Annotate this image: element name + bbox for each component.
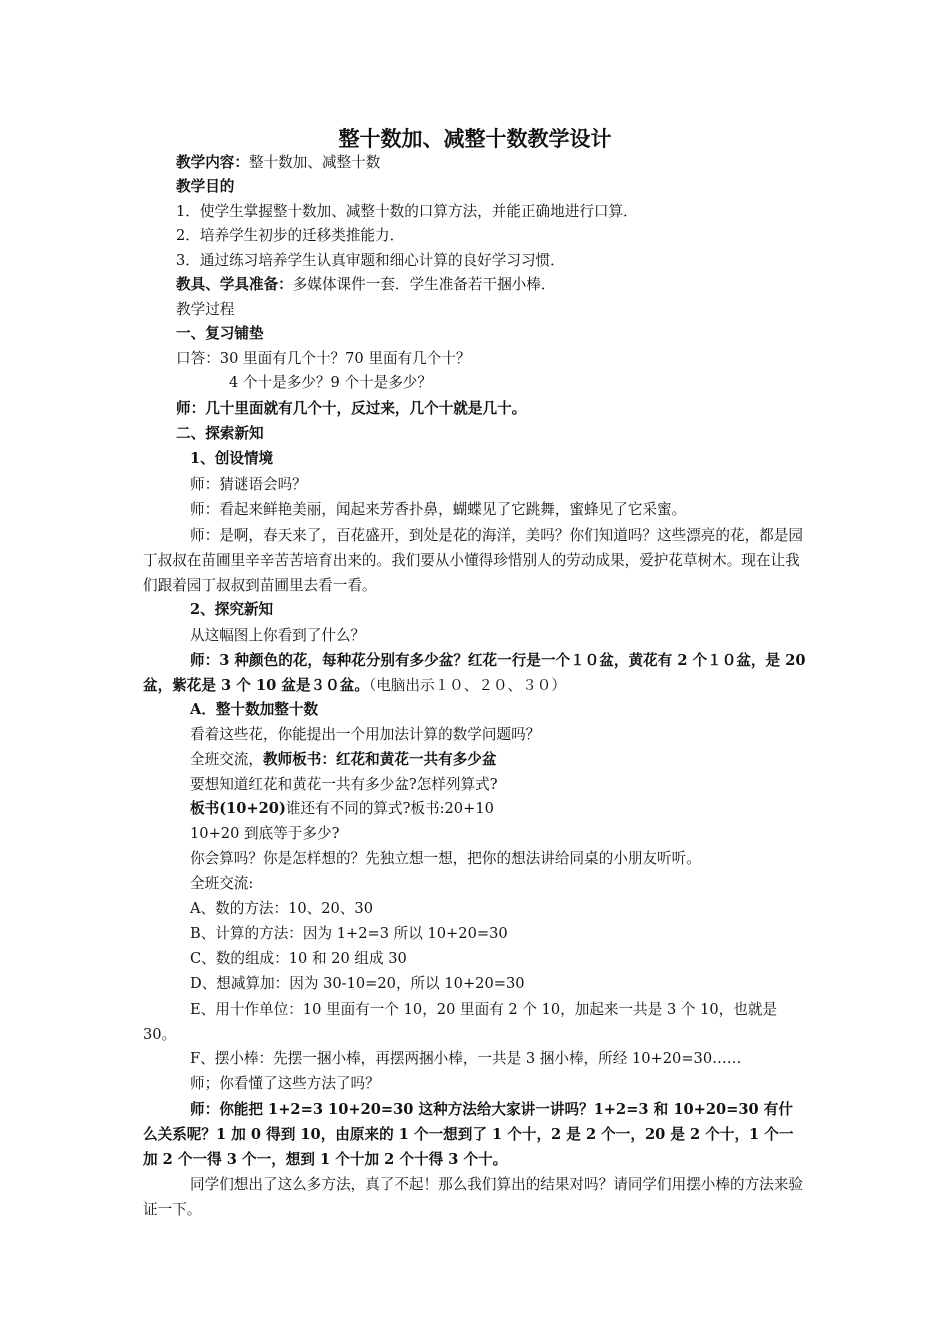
question-picture: 从这幅图上你看到了什么？	[190, 627, 366, 644]
board-line	[190, 797, 494, 821]
method-f: F、摆小棒：先摆一捆小棒，再摆两捆小棒，一共是 3 捆小棒，所经 10+20=30……	[190, 1050, 742, 1067]
process-heading: 教学过程	[176, 301, 235, 318]
question-equal: 10+20 到底等于多少?	[190, 825, 340, 842]
oral-question-2: 4 个十是多少？9 个十是多少？	[229, 374, 432, 391]
teacher-colors-paragraph	[143, 648, 807, 698]
teacher-understand: 师；你看懂了这些方法了吗？	[190, 1075, 380, 1092]
board-plain: 谁还有不同的算式?板书:20+10	[285, 800, 494, 817]
oral-question-1: 口答：30 里面有几个十？70 里面有几个十？	[176, 350, 471, 367]
exchange-plain: 全班交流，	[190, 751, 263, 768]
part-a-heading: A．整十数加整十数	[190, 701, 319, 718]
goal-item: 1．使学生掌握整十数加、减整十数的口算方法，并能正确地进行口算．	[176, 203, 638, 220]
class-exchange-line	[190, 748, 497, 772]
explore-heading: 二、探索新知	[176, 425, 264, 442]
content-value: 整十数加、减整十数	[248, 154, 381, 171]
goal-item: 3．通过练习培养学生认真审题和细心计算的良好学习习惯．	[176, 252, 565, 269]
exchange-bold: 教师板书：红花和黄花一共有多少盆	[262, 751, 497, 768]
question-how: 你会算吗？你是怎样想的？先独立想一想，把你的想法讲给同桌的小朋友听听。	[190, 850, 701, 867]
method-item: B、计算的方法：因为 1+2=3 所以 10+20=30	[190, 925, 508, 942]
tools-label: 教具、学具准备：	[176, 276, 293, 293]
board-bold: 板书(10+20)	[190, 800, 286, 817]
teaching-content-line	[176, 151, 380, 175]
method-item: A、数的方法：10、20、30	[190, 900, 373, 917]
teacher-summary: 师：几十里面就有几个十，反过来，几个十就是几十。	[176, 400, 527, 417]
method-item: C、数的组成：10 和 20 组成 30	[190, 950, 407, 967]
tools-value: 多媒体课件一套．学生准备若干捆小棒．	[292, 276, 556, 293]
teacher-flower: 师：看起来鲜艳美丽，闻起来芳香扑鼻，蝴蝶见了它跳舞，蜜蜂见了它采蜜。	[190, 501, 687, 518]
tools-line	[176, 273, 555, 297]
sub-heading-explore: 2、探究新知	[190, 601, 274, 618]
page-title: 整十数加、减整十数教学设计	[338, 127, 612, 151]
teacher-colors-bold: 师：3 种颜色的花，每种花分别有多少盆？红花一行是一个１０盆，黄花有 2 个１０盆，是 20 盆，紫花是 3 个 10 盆是３０盆。	[143, 652, 806, 694]
teacher-colors-plain: （电脑出示１０、２０、３０）	[368, 677, 566, 694]
question-addition: 看着这些花，你能提出一个用加法计算的数学问题吗？	[190, 726, 541, 743]
goals-heading: 教学目的	[176, 178, 235, 195]
teacher-verify-paragraph: 同学们想出了这么多方法，真了不起！那么我们算出的结果对吗？请同学们用摆小棒的方法来验证一下。	[143, 1176, 803, 1218]
method-e-paragraph: E、用十作单位：10 里面有一个 10，20 里面有 2 个 10，加起来一共是 3 个 10，也就是 30。	[143, 1001, 778, 1043]
review-heading: 一、复习铺垫	[176, 325, 264, 342]
question-formula: 要想知道红花和黄花一共有多少盆?怎样列算式?	[190, 776, 498, 793]
method-item: D、想减算加：因为 30-10=20，所以 10+20=30	[190, 975, 525, 992]
content-label: 教学内容：	[176, 154, 249, 171]
teacher-explain-paragraph: 师：你能把 1+2=3 10+20=30 这种方法给大家讲一讲吗？1+2=3 和 10+20=30 有什么关系呢？1 加 0 得到 10，由原来的 1 个一想到了 1 个十，2 是 2 个一，20 是 2 个十，1 个一加 2 个一得 3 个一，想到 1 个十加 2 个十得 3 个十。	[143, 1101, 794, 1168]
sub-heading-scenario: 1、创设情境	[190, 450, 274, 467]
goal-item: 2．培养学生初步的迁移类推能力．	[176, 227, 405, 244]
teacher-riddle: 师：猜谜语会吗？	[190, 476, 307, 493]
teacher-spring-paragraph: 师：是啊，春天来了，百花盛开，到处是花的海洋，美吗？你们知道吗？这些漂亮的花，都是园丁叔叔在苗圃里辛辛苦苦培育出来的。我们要从小懂得珍惜别人的劳动成果，爱护花草树木。现在让我们跟着园丁叔叔到苗圃里去看一看。	[143, 527, 803, 594]
class-exchange-2: 全班交流:	[190, 875, 254, 892]
